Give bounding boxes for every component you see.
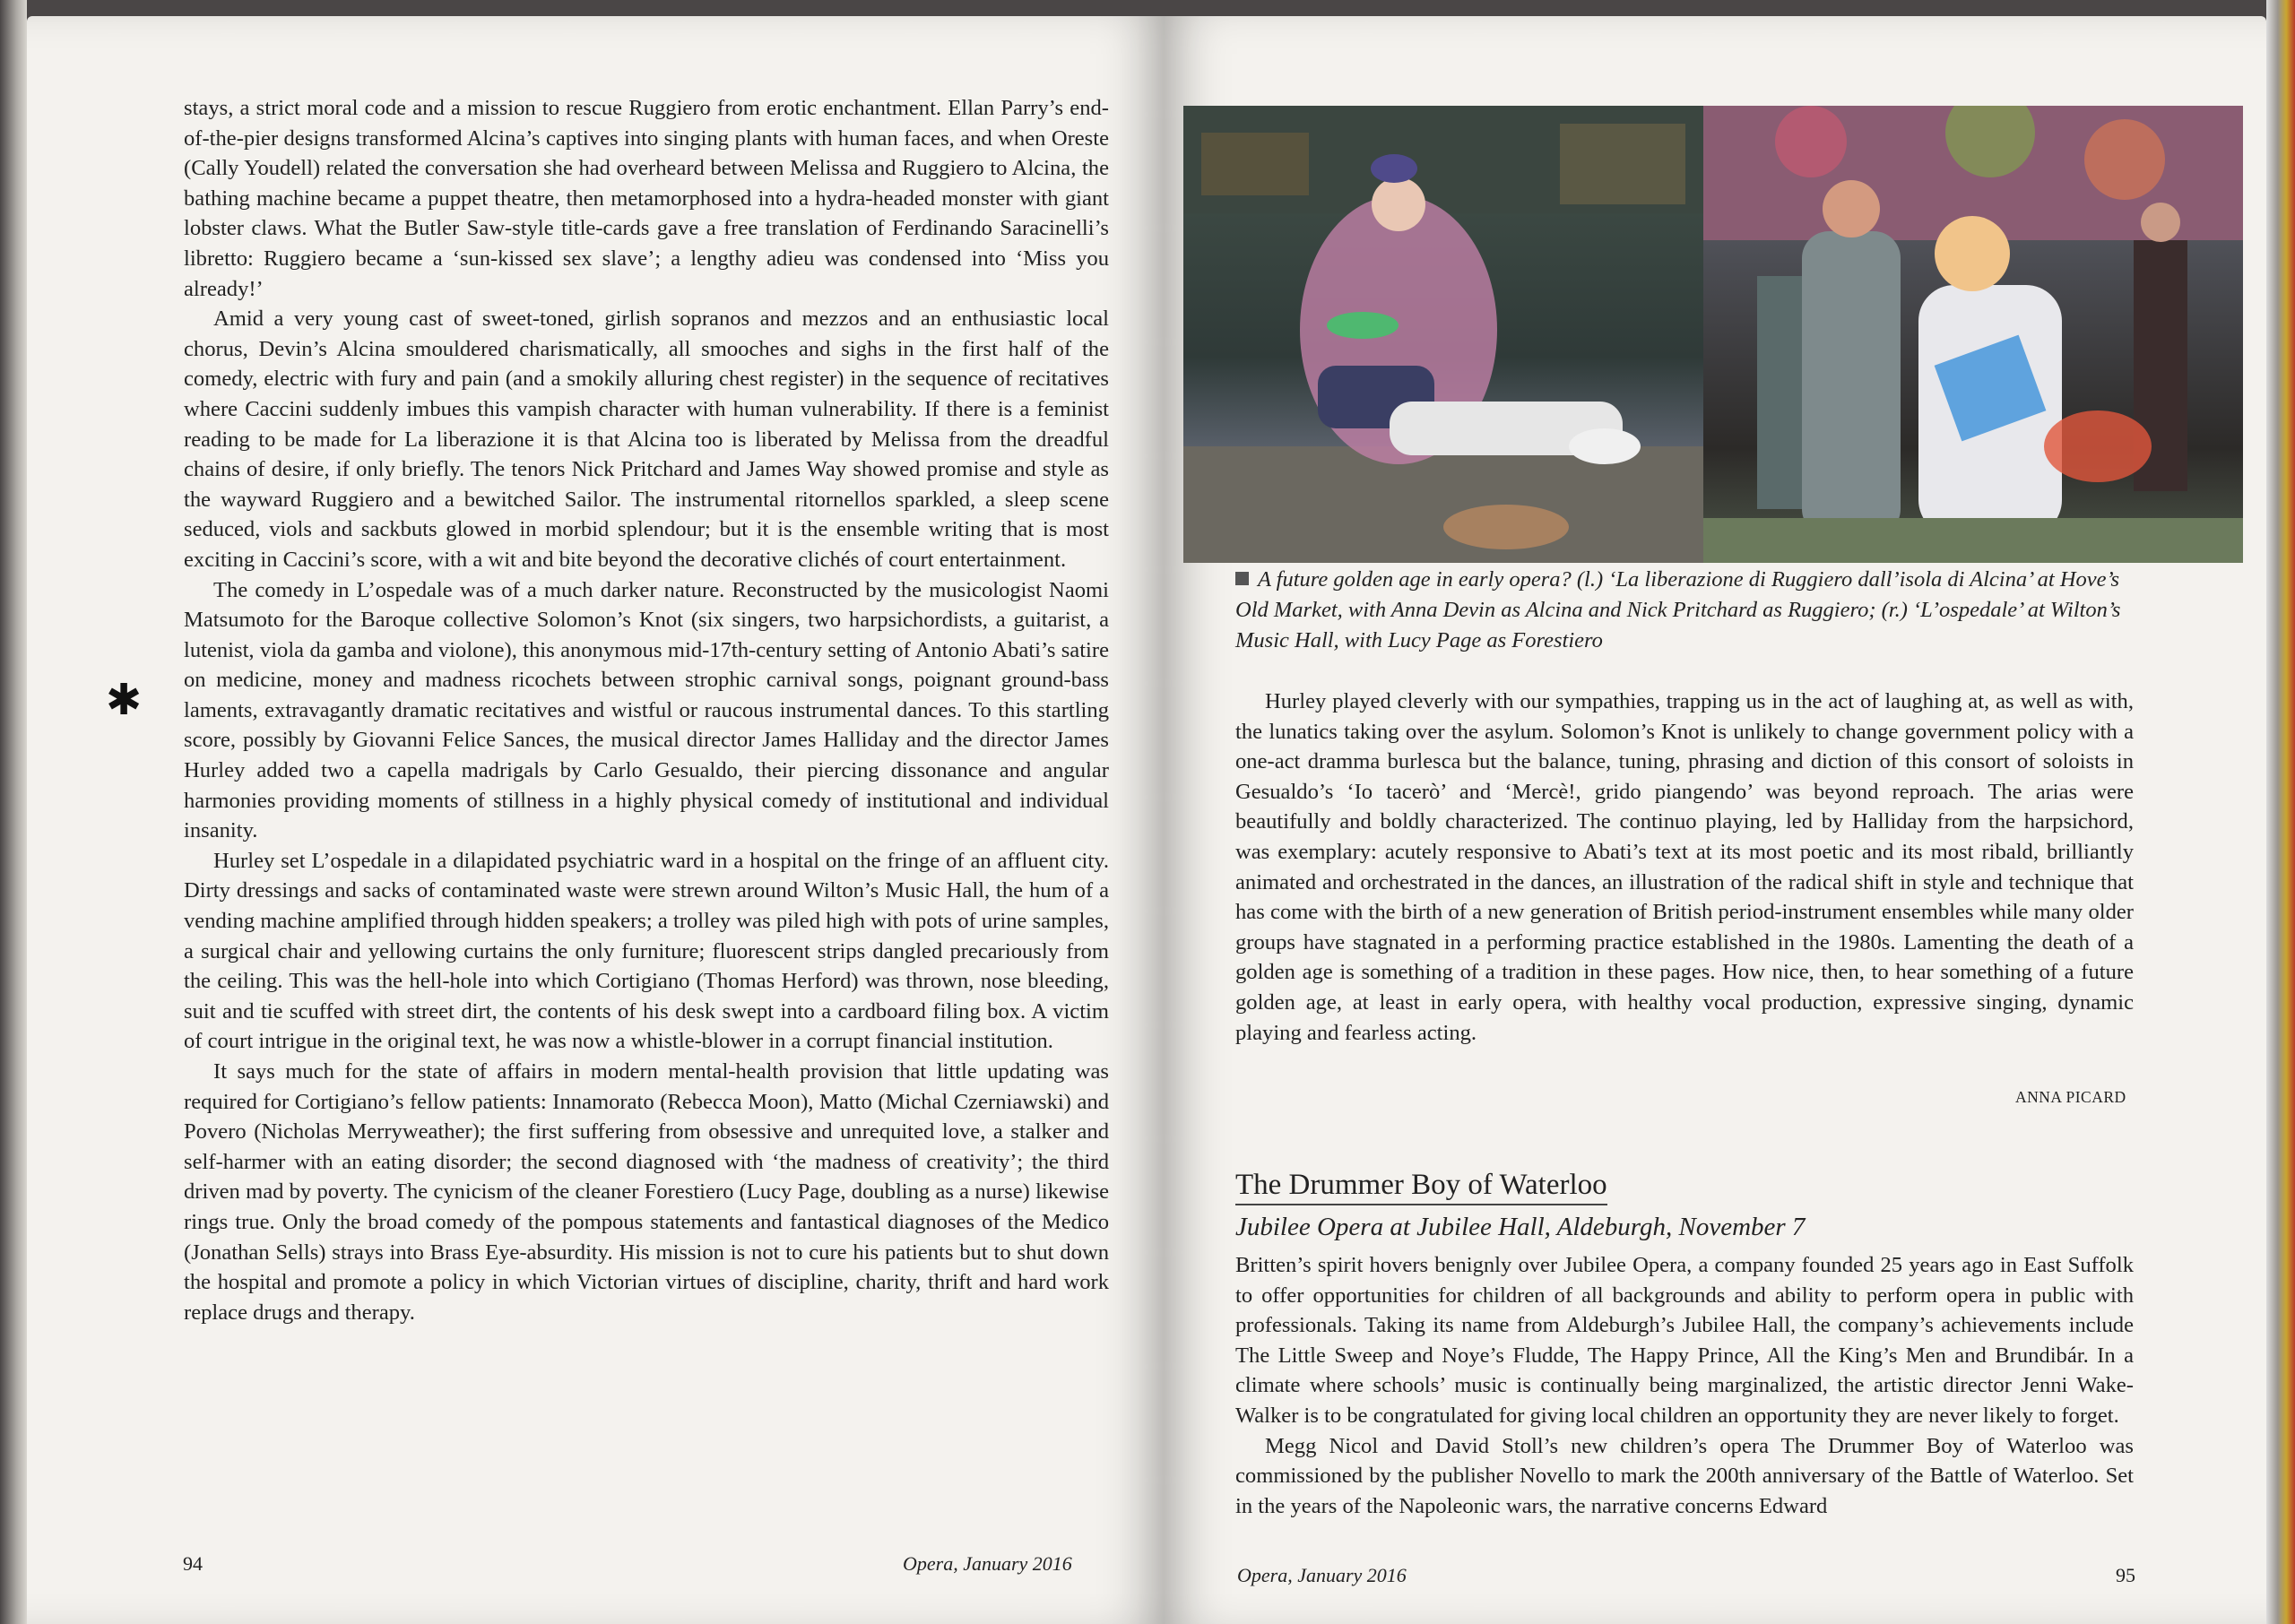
photo-la-liberazione (1183, 106, 1703, 563)
caption-text: A future golden age in early opera? (l.) ‘La liberazione di Ruggiero dall’isola di Alcina’ at Hove’s Old Market, with Anna Devin as Alcina and Nick Pritchard as Ruggiero; (r.) ‘L’ospedale’ at Wilton’s Music Hall, with Lucy Page as Forestiero (1235, 567, 2121, 652)
photo-caption (1235, 565, 2132, 656)
margin-annotation-mark: ✱ (106, 677, 143, 724)
right-page (1164, 16, 2266, 1624)
paragraph: Britten’s spirit hovers benignly over Jubilee Opera, a company founded 25 years ago in East Suffolk to offer opportunities for children of all backgrounds and ability to perform opera in public with professionals. Taking its name from Aldeburgh’s Jubilee Hall, the company’s achievements include The Little Sweep and Noye’s Fludde, The Happy Prince, All the King’s Men and Brundibár. In a climate where schools’ music is continually being marginalized, the artistic director Jenni Wake-Walker is to be congratulated for giving local children an opportunity they are never likely to forget. (1235, 1253, 2134, 1428)
caption-bullet-icon (1235, 572, 1249, 585)
left-page (27, 16, 1164, 1624)
journal-footer: Opera, January 2016 (1237, 1564, 1407, 1586)
photo-l-ospedale (1703, 106, 2243, 563)
paragraph: Hurley set L’ospedale in a dilapidated psychiatric ward in a hospital on the fringe of an affluent city. Dirty dressings and sacks of contaminated waste were strewn around Wilton’s Music Hall, the hum of a vending machine amplified through hidden speakers; a trolley was piled high with pots of urine samples, a surgical chair and yellowing curtains the only furniture; fluorescent strips dangled precariously from the ceiling. This was the hell-hole into which Cortigiano (Thomas Herford) was thrown, nose bleeding, suit and tie scuffed with street dirt, the contents of his desk swept into a cardboard filing box. A victim of court intrigue in the original text, he was now a whistle-blower in a corrupt financial institution. (184, 848, 1109, 1054)
paragraph: The comedy in L’ospedale was of a much darker nature. Reconstructed by the musicologist Naomi Matsumoto for the Baroque collective Solomon’s Knot (six singers, two harpsichordists, a guitarist, a lutenist, viola da gamba and violone), this anonymous mid-17th-century setting of Antonio Abati’s satire on medicine, money and madness ricochets between strophic carnival songs, poignant ground-bass laments, extravagantly dramatic recitatives and wistful or raucous instrumental dances. To this startling score, possibly by Giovanni Felice Sances, the musical director James Halliday and the director James Hurley added two a capella madrigals by Carlo Gesualdo, their piercing dissonance and angular harmonies providing moments of stillness in a highly physical comedy of institutional and individual insanity. (184, 577, 1109, 843)
journal-footer: Opera, January 2016 (903, 1552, 1072, 1575)
paragraph: Amid a very young cast of sweet-toned, girlish sopranos and mezzos and an enthusiastic local chorus, Devin’s Alcina smouldered charismatically, all smooches and sighs in the first half of the comedy, electric with fury and pain (and a smokily alluring chest register) in the sequence of recitatives where Caccini suddenly imbues this vampish character with human vulnerability. If there is a feminist reading to be made for La liberazione it is that Alcina too is liberated by Melissa from the dreadful chains of desire, if only briefly. The tenors Nick Pritchard and James Way showed promise and style as the wayward Ruggiero and a bewitched Sailor. The instrumental ritornellos sparkled, a sleep scene seduced, viols and sackbuts glowed in morbid splendour; but it is the ensemble writing that is most exciting in Caccini’s score, with a wit and bite beyond the decorative clichés of court entertainment. (184, 307, 1109, 572)
paragraph: stays, a strict moral code and a mission to rescue Ruggiero from erotic enchantment. Ellan Parry’s end-of-the-pier designs transformed Alcina’s captives into singing plants with human faces, and when Oreste (Cally Youdell) related the conversation she had overheard between Melissa and Ruggiero to Alcina, the bathing machine became a puppet theatre, then metamorphosed into a hydra-headed monster with giant lobster claws. What the Butler Saw-style title-cards gave a free translation of Ferdinando Saracinelli’s libretto: Ruggiero became a ‘sun-kissed sex slave’; a lengthy adieu was condensed into ‘Miss you already!’ (184, 96, 1109, 301)
author-byline: ANNA PICARD (2015, 1088, 2126, 1106)
page-number: 94 (183, 1552, 203, 1575)
paragraph: It says much for the state of affairs in modern mental-health provision that little updating was required for Cortigiano’s fellow patients: Innamorato (Rebecca Moon), Matto (Michal Czerniawski) and Povero (Nicholas Merryweather); the first suffering from obsessive and unrequited love, a stalker and self-harmer with an eating disorder; the second diagnosed with ‘the madness of creativity’; the third driven mad by poverty. The cynicism of the cleaner Forestiero (Lucy Page, doubling as a nurse) likewise rings true. Only the broad comedy of the pompous statements and fantastical diagnoses of the Medico (Jonathan Sells) strays into Brass Eye-absurdity. His mission is not to cure his patients but to shut down the hospital and promote a policy in which Victorian virtues of discipline, charity, thrift and hard work replace drugs and therapy. (184, 1059, 1109, 1325)
right-page-body (1235, 1250, 2134, 1521)
page-number: 95 (2116, 1564, 2135, 1586)
article-subheading: Jubilee Opera at Jubilee Hall, Aldeburgh, November 7 (1235, 1213, 1806, 1241)
book-edge-left (0, 0, 27, 1624)
paragraph: Megg Nicol and David Stoll’s new children’s opera The Drummer Boy of Waterloo was commissioned by the publisher Novello to mark the 200th anniversary of the Battle of Waterloo. Set in the years of the Napoleonic wars, the narrative concerns Edward (1235, 1433, 2134, 1518)
article-heading: The Drummer Boy of Waterloo (1235, 1169, 1607, 1205)
book-edge-right (2266, 0, 2295, 1624)
review-continuation (1235, 687, 2134, 1048)
paragraph: Hurley played cleverly with our sympathies, trapping us in the act of laughing at, as well as with, the lunatics taking over the asylum. Solomon’s Knot is unlikely to change government policy with a one-act dramma burlesca but the balance, tuning, phrasing and diction of this consort of soloists in Gesualdo’s ‘Io tacerò’ and ‘Mercè!, grido piangendo’ was beyond reproach. The arias were beautifully and boldly characterized. The continuo playing, led by Halliday from the harpsichord, was exemplary: acutely responsive to Abati’s text at its most poetic and its most ribald, brilliantly animated and orchestrated in the dances, an illustration of the radical shift in style and technique that has come with the birth of a new generation of British period-instrument ensembles while many older groups have stagnated in a performing practice established in the 1980s. Lamenting the death of a golden age is something of a tradition in these pages. How nice, then, to hear something of a future golden age, at least in early opera, with healthy vocal production, expressive singing, dynamic playing and fearless acting. (1235, 689, 2134, 1045)
left-page-body (184, 93, 1109, 1327)
